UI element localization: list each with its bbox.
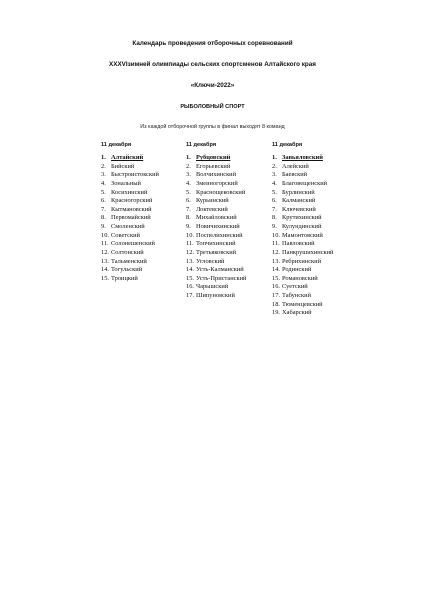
list-item xyxy=(272,249,364,258)
list-item-number: 18. xyxy=(272,300,280,308)
group-column-3 xyxy=(272,141,364,318)
list-item-number: 11. xyxy=(186,240,194,248)
list-item xyxy=(272,214,364,223)
team-list xyxy=(186,154,278,301)
list-item-number: 10. xyxy=(101,231,109,239)
list-item xyxy=(101,275,193,284)
list-item-name: Третьяковский xyxy=(196,248,237,256)
list-item-number: 6. xyxy=(272,197,277,205)
list-item-name: Солтонский xyxy=(111,248,144,256)
list-item-name: Рубцовский xyxy=(196,154,231,161)
team-list xyxy=(101,154,193,283)
list-item xyxy=(101,189,193,198)
list-item xyxy=(272,163,364,172)
list-item-name: Волчихинский xyxy=(196,171,237,179)
list-item-name: Романовский xyxy=(282,274,318,282)
list-item-name: Первомайский xyxy=(111,214,151,222)
group-column-2 xyxy=(186,141,278,301)
list-item xyxy=(186,214,278,223)
list-item xyxy=(186,180,278,189)
list-item-number: 6. xyxy=(186,197,191,205)
list-item-number: 10. xyxy=(186,231,194,239)
list-item xyxy=(272,180,364,189)
list-item xyxy=(186,154,278,163)
list-item xyxy=(101,266,193,275)
list-item-name: Смоленский xyxy=(111,223,145,230)
event-name: «Ключи-2022» xyxy=(190,82,235,89)
list-item xyxy=(101,223,193,232)
group-date: 11 декабря xyxy=(186,142,217,148)
list-item-number: 8. xyxy=(272,214,277,222)
list-item xyxy=(101,163,193,172)
list-item xyxy=(186,266,278,275)
list-item-number: 17. xyxy=(272,292,280,299)
list-item xyxy=(101,258,193,267)
list-item-number: 11. xyxy=(272,240,280,248)
list-item-name: Новичихинский xyxy=(196,223,240,230)
list-item-name: Ключевский xyxy=(282,205,316,213)
list-item-number: 7. xyxy=(186,205,191,213)
list-item-name: Усть-Пристанский xyxy=(196,274,247,282)
list-item-number: 1. xyxy=(101,154,106,161)
group-date: 11 декабря xyxy=(272,142,303,148)
list-item-name: Хабарский xyxy=(282,309,312,317)
group-date: 11 декабря xyxy=(101,142,132,148)
list-item xyxy=(272,232,364,241)
list-item-number: 12. xyxy=(186,248,194,256)
list-item xyxy=(272,301,364,310)
list-item-name: Алейский xyxy=(282,162,309,170)
list-item xyxy=(186,189,278,198)
list-item-name: Баевский xyxy=(282,171,308,179)
team-list xyxy=(272,154,364,318)
list-item-number: 8. xyxy=(186,214,191,222)
list-item-number: 12. xyxy=(101,248,109,256)
list-item-number: 3. xyxy=(101,171,106,179)
list-item xyxy=(272,240,364,249)
list-item-number: 2. xyxy=(272,162,277,170)
list-item xyxy=(101,249,193,258)
list-item-number: 15. xyxy=(272,274,280,282)
list-item xyxy=(272,258,364,267)
list-item-name: Змеиногорский xyxy=(196,179,238,187)
list-item xyxy=(272,223,364,232)
list-item xyxy=(272,275,364,284)
list-item-name: Бийский xyxy=(111,162,135,170)
list-item-number: 13. xyxy=(186,257,194,265)
list-item-number: 14. xyxy=(272,266,280,274)
list-item-number: 5. xyxy=(101,188,106,196)
list-item xyxy=(101,171,193,180)
list-item-name: Усть-Калманский xyxy=(196,266,244,274)
list-item-name: Шипуновский xyxy=(196,292,235,299)
list-item-name: Поспелихинский xyxy=(196,231,243,239)
list-item-name: Зональный xyxy=(111,179,141,187)
list-item-name: Кытмановский xyxy=(111,205,152,213)
list-item xyxy=(272,283,364,292)
list-item-number: 17. xyxy=(186,292,194,299)
list-item-name: Тогульский xyxy=(111,266,143,274)
list-item-number: 2. xyxy=(186,162,191,170)
list-item-number: 5. xyxy=(272,188,277,196)
list-item-number: 9. xyxy=(101,223,106,230)
list-item-number: 4. xyxy=(101,179,106,187)
list-item xyxy=(272,197,364,206)
list-item xyxy=(101,197,193,206)
list-item-number: 2. xyxy=(101,162,106,170)
list-item-number: 7. xyxy=(101,205,106,213)
document-title: Календарь проведения отборочных соревнований xyxy=(132,40,293,47)
list-item xyxy=(186,223,278,232)
list-item xyxy=(101,240,193,249)
list-item-number: 11. xyxy=(101,240,109,248)
qualification-note: Из каждой отборочной группы в финал выходят 8 команд xyxy=(140,124,285,130)
list-item xyxy=(186,171,278,180)
list-item xyxy=(272,171,364,180)
list-item-number: 15. xyxy=(186,274,194,282)
list-item-name: Краснощековский xyxy=(196,188,246,196)
list-item xyxy=(101,232,193,241)
list-item-number: 16. xyxy=(186,283,194,291)
list-item-number: 9. xyxy=(186,223,191,230)
list-item-name: Алтайский xyxy=(111,154,144,161)
list-item-name: Родинский xyxy=(282,266,312,274)
list-item-name: Угловский xyxy=(196,257,225,265)
list-item-name: Тюменцевский xyxy=(282,300,323,308)
list-item-name: Калманский xyxy=(282,197,316,205)
list-item-name: Тальменский xyxy=(111,257,147,265)
list-item-number: 13. xyxy=(272,257,280,265)
list-item-name: Павловский xyxy=(282,240,315,248)
list-item-number: 14. xyxy=(101,266,109,274)
list-item xyxy=(186,249,278,258)
list-item-name: Косихинский xyxy=(111,188,148,196)
list-item-name: Чарышский xyxy=(196,283,229,291)
list-item-number: 12. xyxy=(272,248,280,256)
list-item xyxy=(186,240,278,249)
list-item-name: Суетский xyxy=(282,283,308,291)
list-item-number: 4. xyxy=(272,179,277,187)
list-item-number: 8. xyxy=(101,214,106,222)
list-item xyxy=(186,163,278,172)
list-item-name: Советский xyxy=(111,231,140,239)
list-item-number: 9. xyxy=(272,223,277,230)
list-item-number: 1. xyxy=(272,154,277,161)
sport-heading: РЫБОЛОВНЫЙ СПОРТ xyxy=(180,104,245,110)
list-item xyxy=(186,197,278,206)
list-item xyxy=(272,206,364,215)
list-item xyxy=(186,232,278,241)
list-item-number: 1. xyxy=(186,154,191,161)
list-item-name: Егорьевский xyxy=(196,162,231,170)
list-item-name: Ребрихинский xyxy=(282,257,321,265)
list-item xyxy=(272,266,364,275)
list-item-name: Панкрушихинский xyxy=(282,248,334,256)
list-item xyxy=(186,258,278,267)
document-subtitle: XXXVIзимней олимпиады сельских спортсменов Алтайского края xyxy=(109,61,316,68)
list-item xyxy=(272,154,364,163)
list-item-name: Красногорский xyxy=(111,197,153,205)
list-item xyxy=(101,214,193,223)
list-item-name: Троицкий xyxy=(111,274,138,282)
list-item-number: 4. xyxy=(186,179,191,187)
list-item xyxy=(186,206,278,215)
list-item-name: Благовещенский xyxy=(282,179,328,187)
list-item-name: Крутихинский xyxy=(282,214,322,222)
group-column-1 xyxy=(101,141,193,283)
list-item xyxy=(272,292,364,301)
list-item-number: 13. xyxy=(101,257,109,265)
list-item xyxy=(272,189,364,198)
list-item-name: Бурлинский xyxy=(282,188,315,196)
list-item xyxy=(272,309,364,318)
list-item-number: 15. xyxy=(101,274,109,282)
list-item-name: Михайловский xyxy=(196,214,237,222)
list-item xyxy=(186,283,278,292)
list-item-name: Кулундинский xyxy=(282,223,322,230)
list-item xyxy=(186,292,278,301)
list-item-number: 14. xyxy=(186,266,194,274)
list-item-number: 7. xyxy=(272,205,277,213)
list-item-name: Завьяловский xyxy=(282,154,323,161)
list-item-name: Топчихинский xyxy=(196,240,236,248)
list-item-name: Локтевский xyxy=(196,205,228,213)
list-item xyxy=(101,206,193,215)
list-item-number: 3. xyxy=(272,171,277,179)
list-item-number: 3. xyxy=(186,171,191,179)
list-item-number: 16. xyxy=(272,283,280,291)
list-item-name: Курьинский xyxy=(196,197,229,205)
list-item-name: Мамонтовский xyxy=(282,231,323,239)
list-item-name: Быстроистокский xyxy=(111,171,159,179)
list-item xyxy=(186,275,278,284)
list-item-name: Табунский xyxy=(282,292,311,299)
list-item xyxy=(101,180,193,189)
list-item xyxy=(101,154,193,163)
list-item-number: 5. xyxy=(186,188,191,196)
list-item-number: 19. xyxy=(272,309,280,317)
list-item-number: 6. xyxy=(101,197,106,205)
list-item-number: 10. xyxy=(272,231,280,239)
list-item-name: Солонешенский xyxy=(111,240,155,248)
